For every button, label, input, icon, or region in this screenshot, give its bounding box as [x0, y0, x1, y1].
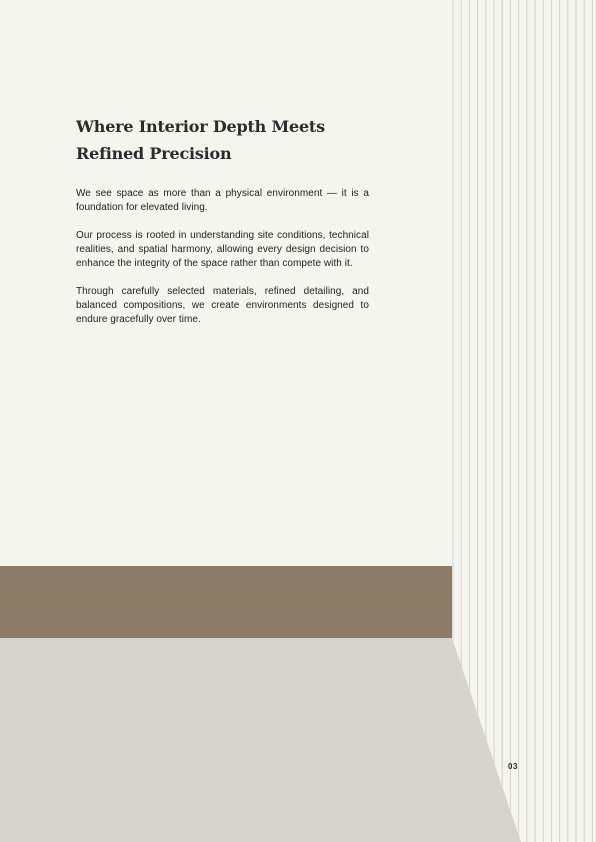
- paragraph-3: Through carefully selected materials, refined detailing, and balanced compositions, we create environments designed to endure gracefully over time.: [76, 286, 369, 325]
- paragraph-1: We see space as more than a physical environment — it is a foundation for elevated living.: [76, 188, 369, 213]
- page-number: 03: [508, 762, 518, 771]
- paragraph-2: Our process is rooted in understanding site conditions, technical realities, and spatial harmony, allowing every design decision to enhance the integrity of the space rather than compete with it.: [76, 230, 369, 269]
- page-heading: Where Interior Depth Meets Refined Precision: [76, 117, 325, 163]
- accent-band: [0, 566, 452, 638]
- floor-plane: [0, 638, 521, 842]
- text-content: [76, 114, 369, 341]
